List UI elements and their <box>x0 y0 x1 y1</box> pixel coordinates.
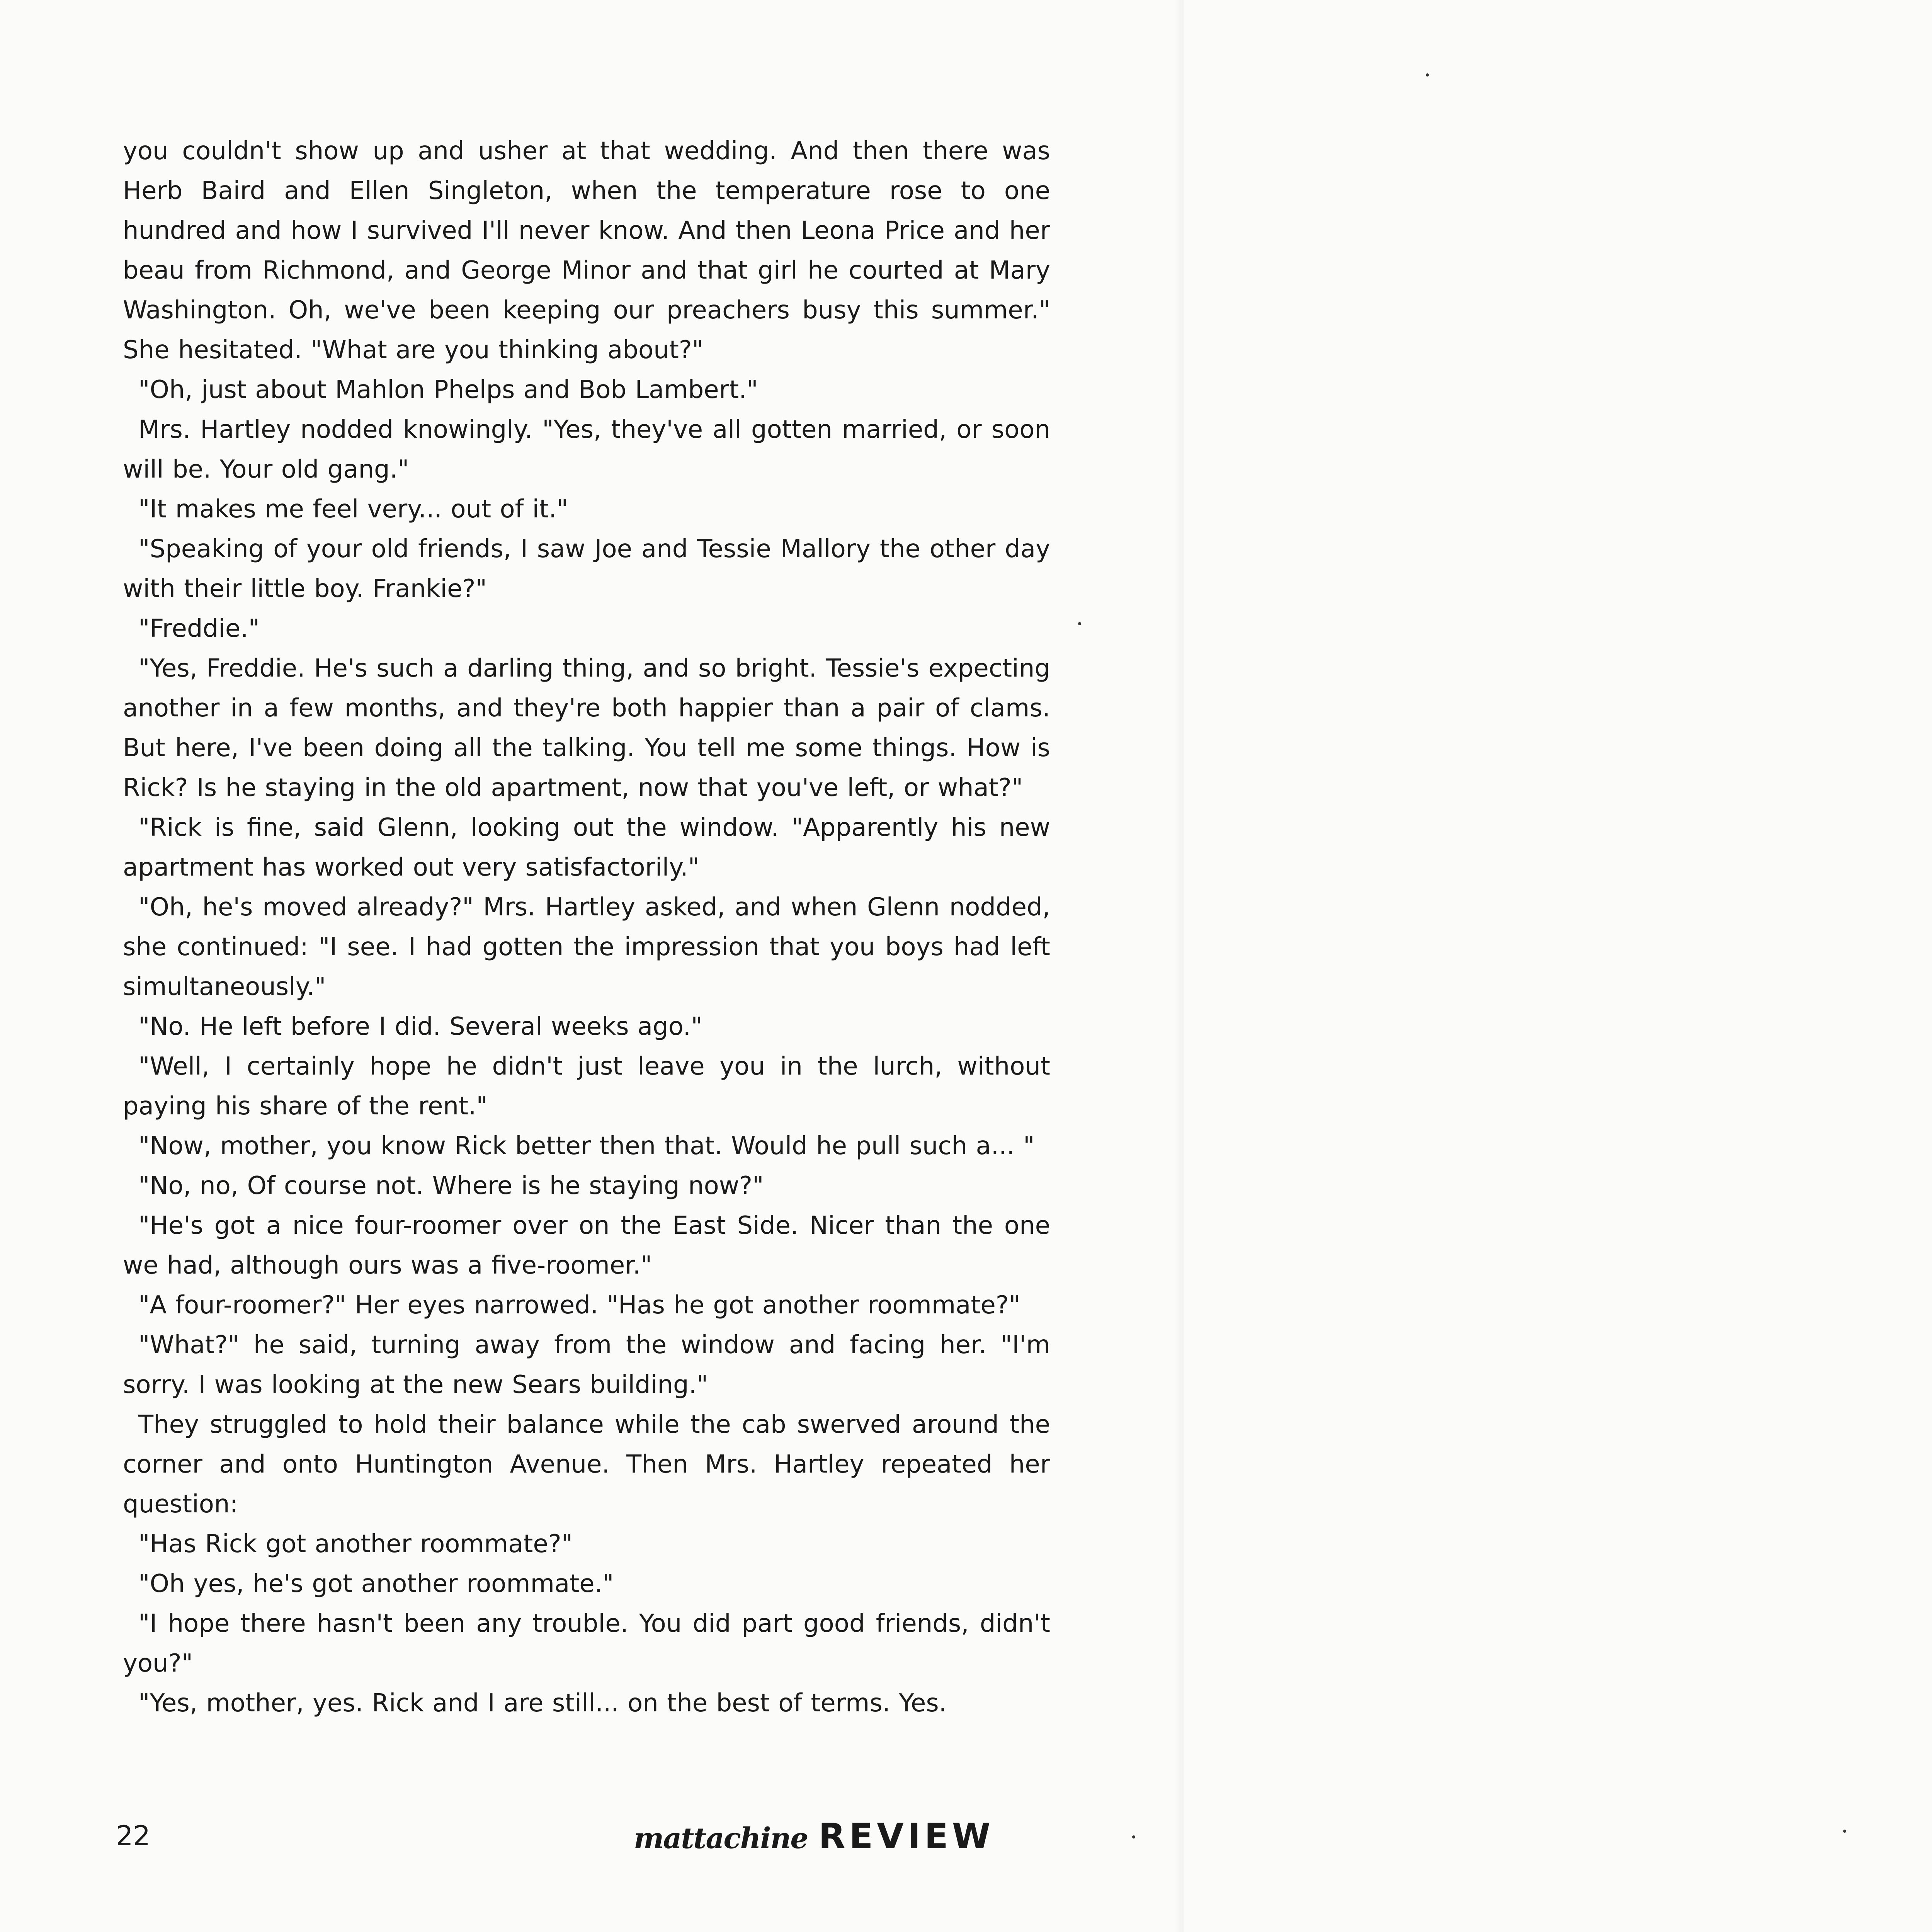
paragraph: "Has Rick got another roommate?" <box>138 1530 573 1558</box>
paragraph: "What?" he said, turning away from the window and facing her. "I'm sorry. I was looking at the new Sears building." <box>123 1331 1050 1399</box>
paragraph: They struggled to hold their balance while the cab swerved around the corner and onto Huntington Avenue. Then Mrs. Hartley repeated her question: <box>123 1410 1050 1519</box>
paragraph: "Oh, just about Mahlon Phelps and Bob Lambert." <box>138 376 758 404</box>
paragraph: "Yes, Freddie. He's such a darling thing, and so bright. Tessie's expecting another in a few months, and they're both happier than a pair of clams. But here, I've been doing all the talking. You tell me some things. How is Rick? Is he staying in the old apartment, now that you've left, or what?" <box>123 654 1050 802</box>
paragraph: "Now, mother, you know Rick better then that. Would he pull such a... " <box>138 1132 1035 1160</box>
right-page <box>1184 0 1932 1932</box>
scan-speck <box>1078 622 1081 625</box>
paragraph: "Yes, mother, yes. Rick and I are still... on the best of terms. Yes. <box>138 1689 947 1718</box>
paragraph: "No. He left before I did. Several weeks ago." <box>138 1012 702 1041</box>
left-page-text <box>123 131 1050 1723</box>
paragraph: "A four-roomer?" Her eyes narrowed. "Has he got another roommate?" <box>138 1291 1020 1320</box>
masthead-script-logo: mattachine <box>634 1822 808 1855</box>
paragraph: "Well, I certainly hope he didn't just leave you in the lurch, without paying his share of the rent." <box>123 1052 1050 1121</box>
paragraph: "Freddie." <box>138 614 260 643</box>
masthead-bold-logo: REVIEW <box>818 1816 995 1857</box>
scan-speck <box>1132 1835 1135 1838</box>
paragraph: you couldn't show up and usher at that wedding. And then there was Herb Baird and Ellen Singleton, when the temperature rose to one hundred and how I survived I'll never know. And then Leona Price and her beau from Richmond, and George Minor and that girl he courted at Mary Washington. Oh, we've been keeping our preachers busy this summer." She hesitated. "What are you thinking about?" <box>123 137 1050 364</box>
paragraph: "I hope there hasn't been any trouble. You did part good friends, didn't you?" <box>123 1609 1050 1678</box>
paragraph: "Speaking of your old friends, I saw Joe and Tessie Mallory the other day with their little boy. Frankie?" <box>123 535 1050 603</box>
paragraph: "Oh yes, he's got another roommate." <box>138 1570 614 1598</box>
paragraph: "He's got a nice four-roomer over on the East Side. Nicer than the one we had, although ours was a five-roomer." <box>123 1211 1050 1280</box>
paragraph: "Oh, he's moved already?" Mrs. Hartley asked, and when Glenn nodded, she continued: "I see. I had gotten the impression that you boys had left simultaneously." <box>123 893 1050 1001</box>
paragraph: "No, no, Of course not. Where is he staying now?" <box>138 1172 764 1200</box>
paragraph: Mrs. Hartley nodded knowingly. "Yes, they've all gotten married, or soon will be. Your old gang." <box>123 415 1050 484</box>
masthead-footer <box>634 1816 994 1857</box>
scan-speck <box>1426 73 1429 77</box>
paragraph: "Rick is fine, said Glenn, looking out the window. "Apparently his new apartment has worked out very satisfactorily." <box>123 813 1050 882</box>
scan-speck <box>1843 1830 1846 1833</box>
paragraph: "It makes me feel very... out of it." <box>138 495 568 524</box>
page-number-left: 22 <box>116 1820 151 1852</box>
